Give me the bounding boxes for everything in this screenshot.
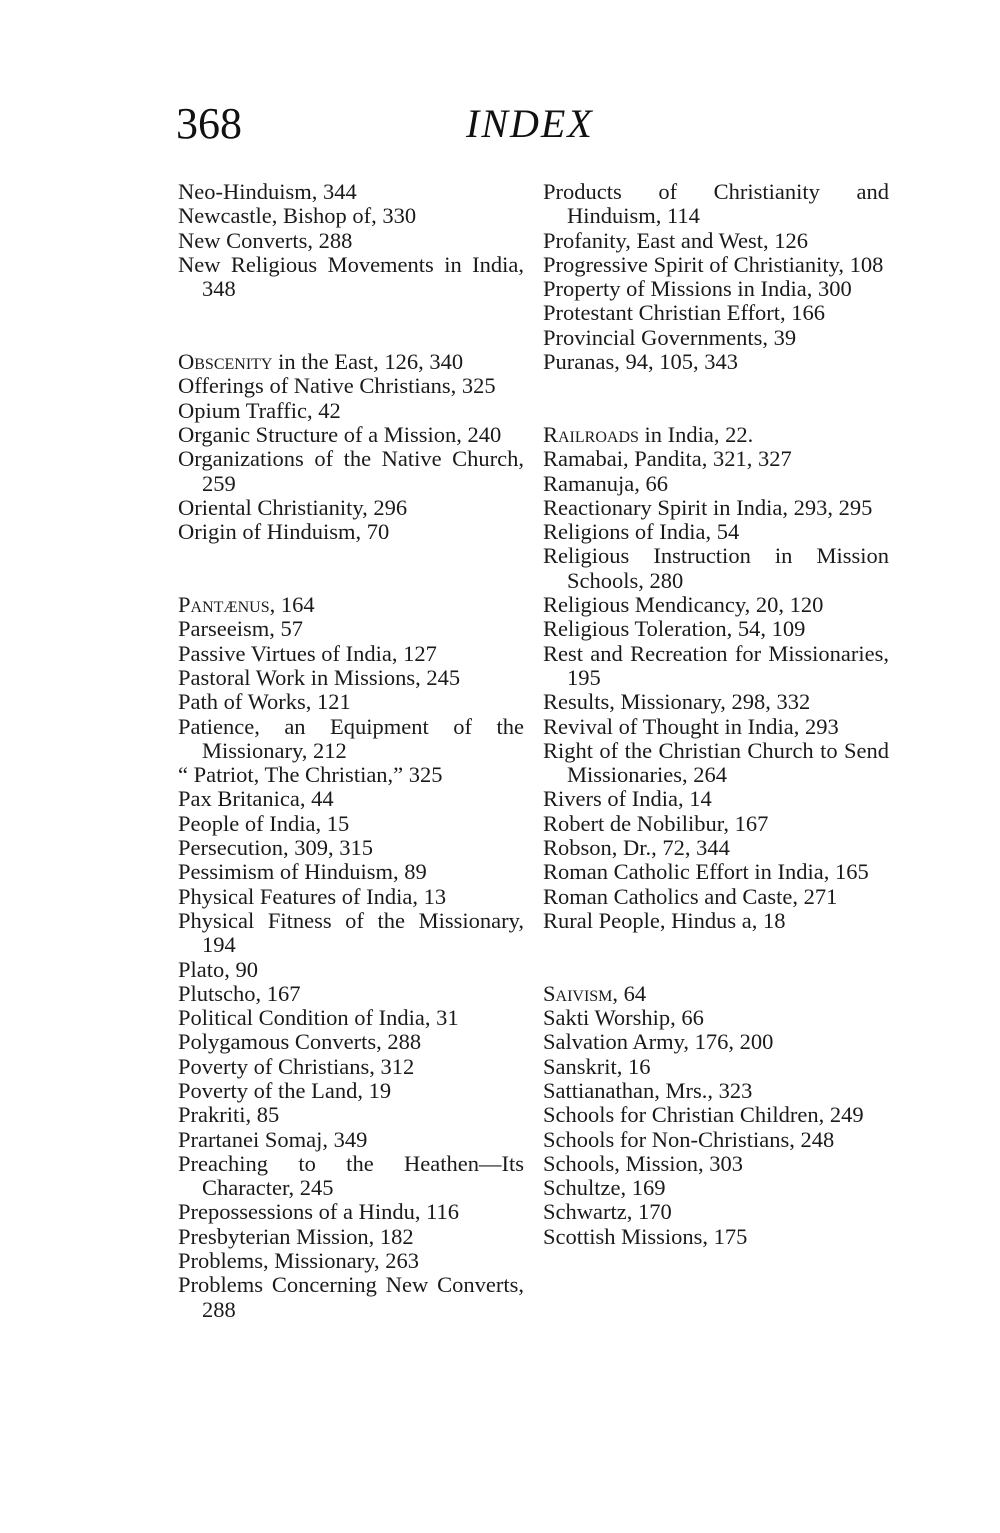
index-entry xyxy=(543,1055,889,1079)
index-entry xyxy=(178,617,524,641)
index-entry xyxy=(543,690,889,714)
index-entry xyxy=(178,447,524,496)
entry-text: People of India, 15 xyxy=(178,810,350,836)
entry-text: Pastoral Work in Missions, 245 xyxy=(178,664,461,690)
section-gap xyxy=(178,544,524,593)
entry-text: in India, 22. xyxy=(638,421,754,447)
entry-text: Rivers of India, 14 xyxy=(543,786,712,812)
entry-text: Opium Traffic, 42 xyxy=(178,397,341,423)
entry-text: Profanity, East and West, 126 xyxy=(543,227,809,253)
entry-text: , 64 xyxy=(612,980,647,1006)
entry-text: Religions of India, 54 xyxy=(543,519,740,545)
entry-text: Oriental Christianity, 296 xyxy=(178,494,408,520)
entry-text: Physical Features of India, 13 xyxy=(178,883,447,909)
entry-text: Organic Structure of a Mission, 240 xyxy=(178,421,502,447)
entry-text: Preaching to the Heathen—Its Character, 245 xyxy=(178,1150,524,1201)
entry-text: Property of Missions in India, 300 xyxy=(543,276,852,302)
entry-text: Sakti Worship, 66 xyxy=(543,1005,704,1031)
section-lead-word: Obscenity xyxy=(178,349,273,375)
index-entry xyxy=(543,350,889,374)
entry-text: Organizations of the Native Church, 259 xyxy=(178,446,524,496)
index-entry xyxy=(543,1225,889,1249)
index-entry xyxy=(178,690,524,714)
entry-text: Schultze, 169 xyxy=(543,1175,666,1201)
index-entry xyxy=(543,520,889,544)
entry-text: Pessimism of Hinduism, 89 xyxy=(178,859,427,885)
index-entry xyxy=(543,229,889,253)
running-head-title: INDEX xyxy=(466,101,594,146)
index-entry xyxy=(178,520,524,544)
entry-text: Pax Britanica, 44 xyxy=(178,786,334,812)
entry-text: Sanskrit, 16 xyxy=(543,1053,651,1079)
index-entry xyxy=(178,812,524,836)
index-entry xyxy=(543,326,889,350)
index-entry xyxy=(178,1225,524,1249)
index-entry xyxy=(543,593,889,617)
index-entry xyxy=(178,253,524,302)
index-entry xyxy=(178,666,524,690)
entry-text: Patience, an Equipment of the Missionary, 212 xyxy=(178,713,524,763)
entry-text: Religious Mendicancy, 20, 120 xyxy=(543,592,824,618)
index-entry xyxy=(543,447,889,471)
entry-text: New Religious Movements in India, 348 xyxy=(178,251,524,302)
entry-text: Schools for Non-Christians, 248 xyxy=(543,1126,835,1152)
page-number: 368 xyxy=(176,99,242,148)
index-entry xyxy=(178,229,524,253)
index-entry xyxy=(543,617,889,641)
index-column-right xyxy=(543,180,889,1249)
entry-text: Religious Instruction in Mission Schools, 280 xyxy=(543,543,889,593)
entry-text: in the East, 126, 340 xyxy=(272,349,464,375)
entry-text: Poverty of Christians, 312 xyxy=(178,1053,415,1079)
entry-text: Schools, Mission, 303 xyxy=(543,1150,744,1176)
index-entry xyxy=(178,982,524,1006)
entry-text: Schwartz, 170 xyxy=(543,1199,672,1225)
entry-text: Problems Concerning New Converts, 288 xyxy=(178,1272,524,1322)
entry-text: Provincial Governments, 39 xyxy=(543,324,797,350)
section-lead-word: Railroads xyxy=(543,421,639,447)
entry-text: Rest and Recreation for Missionaries, 195 xyxy=(543,640,889,690)
index-entry xyxy=(178,909,524,958)
index-entry xyxy=(543,739,889,788)
entry-text: , 164 xyxy=(269,592,315,618)
entry-text: Rural People, Hindus a, 18 xyxy=(543,907,786,933)
entry-text: Progressive Spirit of Christianity, 108 xyxy=(543,251,884,277)
entry-text: Prakriti, 85 xyxy=(178,1102,280,1128)
index-entry xyxy=(543,836,889,860)
entry-text: Persecution, 309, 315 xyxy=(178,835,373,861)
index-entry xyxy=(178,1200,524,1224)
index-entry xyxy=(543,180,889,229)
index-entry xyxy=(543,1200,889,1224)
index-entry xyxy=(543,496,889,520)
entry-text: Roman Catholics and Caste, 271 xyxy=(543,883,838,909)
entry-text: Revival of Thought in India, 293 xyxy=(543,713,839,739)
index-entry xyxy=(543,982,889,1006)
index-entry xyxy=(543,544,889,593)
entry-text: Political Condition of India, 31 xyxy=(178,1005,459,1031)
index-entry xyxy=(543,423,889,447)
entry-text: Presbyterian Mission, 182 xyxy=(178,1223,414,1249)
entry-text: Prepossessions of a Hindu, 116 xyxy=(178,1199,460,1225)
index-entry xyxy=(178,1055,524,1079)
index-entry xyxy=(178,836,524,860)
index-entry xyxy=(543,1176,889,1200)
index-entry xyxy=(178,1103,524,1127)
index-entry xyxy=(178,496,524,520)
section-gap xyxy=(543,933,889,982)
index-column-left xyxy=(178,180,524,1322)
entry-text: Prartanei Somaj, 349 xyxy=(178,1126,368,1152)
entry-text: Ramanuja, 66 xyxy=(543,470,668,496)
index-entry xyxy=(178,399,524,423)
entry-text: Salvation Army, 176, 200 xyxy=(543,1029,774,1055)
entry-text: Newcastle, Bishop of, 330 xyxy=(178,203,417,229)
index-entry xyxy=(178,374,524,398)
index-entry xyxy=(178,350,524,374)
index-entry xyxy=(178,1128,524,1152)
index-entry xyxy=(178,763,524,787)
index-entry xyxy=(178,204,524,228)
entry-text: New Converts, 288 xyxy=(178,227,353,253)
section-lead-word: Saivism xyxy=(543,980,613,1006)
entry-text: Poverty of the Land, 19 xyxy=(178,1077,392,1103)
index-entry xyxy=(178,593,524,617)
index-entry xyxy=(178,1249,524,1273)
index-entry xyxy=(178,958,524,982)
entry-text: Neo-Hinduism, 344 xyxy=(178,179,357,204)
section-gap xyxy=(543,374,889,423)
index-entry xyxy=(543,860,889,884)
entry-text: Passive Virtues of India, 127 xyxy=(178,640,437,666)
section-gap xyxy=(178,301,524,350)
entry-text: Robson, Dr., 72, 344 xyxy=(543,835,730,861)
entry-text: Scottish Missions, 175 xyxy=(543,1223,748,1249)
entry-text: Plato, 90 xyxy=(178,956,259,982)
entry-text: Protestant Christian Effort, 166 xyxy=(543,300,826,326)
index-entry xyxy=(543,301,889,325)
index-entry xyxy=(543,715,889,739)
index-entry xyxy=(178,715,524,764)
entry-text: Religious Toleration, 54, 109 xyxy=(543,616,806,642)
entry-text: Results, Missionary, 298, 332 xyxy=(543,689,811,715)
index-entry xyxy=(543,909,889,933)
entry-text: Robert de Nobilibur, 167 xyxy=(543,810,769,836)
entry-text: Origin of Hinduism, 70 xyxy=(178,519,390,545)
index-entry xyxy=(178,642,524,666)
index-entry xyxy=(543,787,889,811)
entry-text: Problems, Missionary, 263 xyxy=(178,1248,420,1274)
entry-text: “ Patriot, The Christian,” 325 xyxy=(178,762,443,788)
index-entry xyxy=(543,1079,889,1103)
entry-text: Ramabai, Pandita, 321, 327 xyxy=(543,446,792,472)
index-entry xyxy=(178,1006,524,1030)
index-entry xyxy=(178,1152,524,1201)
index-entry xyxy=(178,180,524,204)
entry-text: Schools for Christian Children, 249 xyxy=(543,1102,864,1128)
index-entry xyxy=(543,1103,889,1127)
entry-text: Puranas, 94, 105, 343 xyxy=(543,349,738,375)
index-entry xyxy=(543,812,889,836)
index-entry xyxy=(543,885,889,909)
index-entry xyxy=(543,1006,889,1030)
index-entry xyxy=(178,885,524,909)
entry-text: Parseeism, 57 xyxy=(178,616,303,642)
entry-text: Polygamous Converts, 288 xyxy=(178,1029,422,1055)
index-entry xyxy=(178,787,524,811)
entry-text: Right of the Christian Church to Send Missionaries, 264 xyxy=(543,737,889,788)
entry-text: Path of Works, 121 xyxy=(178,689,351,715)
index-entry xyxy=(178,860,524,884)
index-entry xyxy=(178,1030,524,1054)
entry-text: Plutscho, 167 xyxy=(178,980,301,1006)
index-entry xyxy=(178,1273,524,1322)
index-entry xyxy=(178,423,524,447)
index-entry xyxy=(543,1128,889,1152)
index-entry xyxy=(543,472,889,496)
index-entry xyxy=(543,1030,889,1054)
entry-text: Products of Christianity and Hinduism, 114 xyxy=(543,179,889,229)
entry-text: Physical Fitness of the Missionary, 194 xyxy=(178,907,524,958)
index-entry xyxy=(543,642,889,691)
index-entry xyxy=(543,1152,889,1176)
index-entry xyxy=(543,277,889,301)
entry-text: Reactionary Spirit in India, 293, 295 xyxy=(543,494,873,520)
entry-text: Sattianathan, Mrs., 323 xyxy=(543,1077,753,1103)
index-entry xyxy=(543,253,889,277)
entry-text: Roman Catholic Effort in India, 165 xyxy=(543,859,869,885)
section-lead-word: Pantænus xyxy=(178,592,270,618)
index-entry xyxy=(178,1079,524,1103)
entry-text: Offerings of Native Christians, 325 xyxy=(178,373,496,399)
